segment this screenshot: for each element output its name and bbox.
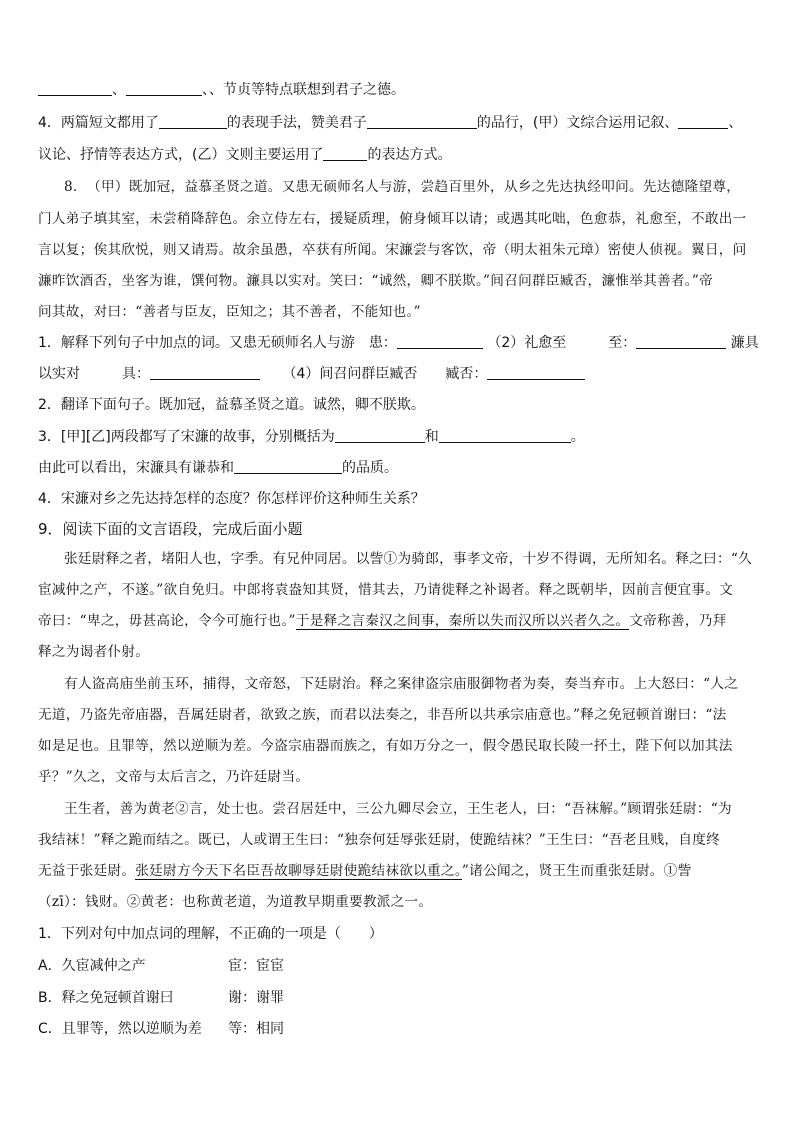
q9-passage-line: 我结袜！”释之跪而结之。既已，人或谓王生曰：“独奈何廷辱张廷尉，使跪结袜？”王生曰：“吾老且贱，自度终: [38, 832, 721, 848]
q8-3-text: 由此可以看出，宋濂具有谦恭和: [38, 460, 234, 476]
q7-continuation: 、 、、节贞等特点联想到君子之德。: [38, 80, 758, 100]
q9-passage-line: 张廷尉释之者，堵阳人也，字季。有兄仲同居。以訾①为骑郎，事孝文帝，十岁不得调，无所知名。释之曰：“久: [64, 551, 753, 567]
q8-passage-line: 8． （甲）既加冠，益慕圣贤之道。又患无硕师名人与游，尝趋百里外，从乡之先达执经叩问。先达德隆望尊，: [64, 179, 741, 195]
q8-1-line2: [38, 364, 758, 384]
q8-passage-line: 门人弟子填其室，未尝稍降辞色。余立侍左右，援疑质理，俯身倾耳以请；或遇其叱咄，色愈恭，礼愈至，不敢出一: [38, 211, 747, 227]
q8-1-text: （4）间召问群臣臧否 臧否：: [282, 366, 488, 382]
q7-4: [38, 113, 758, 133]
q7-4-text: 议论、抒情等表达方式，(乙）文则主要运用了: [38, 147, 324, 163]
answer-blank[interactable]: [150, 365, 260, 380]
q9-passage-line: 王生者，善为黄老②言，处士也。尝召居廷中，三公九卿尽会立，王生老人，曰：“吾袜解。”顾谓张廷尉：“为: [64, 801, 732, 817]
q9-underlined-sentence: 于是释之言秦汉之间事，秦所以失而汉所以兴者久之。: [295, 613, 630, 629]
q9-heading: 9．阅读下面的文言语段，完成后面小题: [38, 520, 303, 538]
answer-blank[interactable]: [397, 334, 483, 349]
q8-3-text: 和: [424, 429, 439, 445]
answer-blank[interactable]: [159, 114, 227, 129]
q8-1-text: 以实对 具：: [38, 366, 150, 382]
q7-4-text: 的品行，(甲）文综合运用记叙、: [476, 115, 679, 131]
answer-blank[interactable]: [439, 428, 571, 443]
q9-passage-line: 宦减仲之产，不遂。”欲自免归。中郎将袁盎知其贤，惜其去，乃请徙释之补谒者。释之既朝毕，因前言便宜事。文: [38, 582, 734, 598]
q7-4-text: 的表现手法，赞美君子: [226, 115, 367, 131]
q9-passage-line: 无道，乃盗先帝庙器，吾属廷尉者，欲致之族，而君以法奏之，非吾所以共承宗庙意也。”释之免冠顿首谢曰：“法: [38, 707, 727, 723]
answer-blank[interactable]: [323, 146, 367, 161]
q8-2: 2．翻译下面句子。既加冠，益慕圣贤之道。诚然，卿不朕欺。: [38, 397, 425, 413]
q7-4-text: 、: [728, 115, 743, 131]
answer-blank[interactable]: [636, 334, 726, 349]
q8-3-text: 的品质。: [342, 460, 398, 476]
q8-1-text: 1．解释下列句子中加点的词。又患无硕师名人与游 患：: [38, 335, 397, 351]
q9-passage-line: 释之为谒者仆射。: [38, 644, 150, 660]
answer-blank[interactable]: [367, 114, 477, 129]
option-label: A．久宦减仲之产: [38, 958, 146, 974]
q8-passage-line: 濂昨饮酒否，坐客为谁，馔何物。濂具以实对。笑曰：“诚然，卿不朕欺。”间召问群臣臧否，濂惟举其善者。”帝: [38, 273, 714, 289]
q8-3-text: 3．[甲][乙]两段都写了宋濂的故事，分别概括为: [38, 429, 335, 445]
answer-blank[interactable]: [487, 365, 585, 380]
q9-passage-line: 乎？”久之，文帝与太后言之，乃许廷尉当。: [38, 769, 310, 785]
q9-passage-line: [38, 611, 758, 631]
q7-cont-text: 、、节贞等特点联想到君子之德。: [202, 82, 405, 98]
q7-4-line2: [38, 145, 758, 165]
q8-passage-line: 言以复；俟其欣悦，则又请焉。故余虽愚，卒获有所闻。宋濂尝与客饮，帝（明太祖朱元璋）密使人侦视。翼日，问: [38, 242, 747, 258]
answer-blank[interactable]: [335, 428, 425, 443]
q8-1: [38, 333, 758, 353]
q8-1-text: 濂具: [730, 335, 759, 351]
q9-passage-line: 如是足也。且罪等，然以逆顺为差。今盗宗庙器而族之，有如万分之一，假令愚民取长陵一抔土，陛下何以加其法: [38, 738, 733, 754]
q9-text: 帝曰：“卑之，毋甚高论，令今可施行也。”: [38, 613, 296, 629]
q8-3: [38, 427, 758, 447]
answer-blank[interactable]: [126, 81, 202, 96]
option-gloss: 宦：宦宦: [228, 958, 284, 974]
answer-blank[interactable]: [38, 81, 112, 96]
q9-text: ”诸公闻之，贤王生而重张廷尉。①訾: [461, 863, 692, 879]
q8-1-text: （2）礼愈至 至：: [487, 335, 637, 351]
q9-option-c[interactable]: [38, 1019, 758, 1039]
q9-underlined-sentence: 张廷尉方今天下名臣吾故聊辱廷尉使跪结袜欲以重之。: [135, 863, 462, 879]
option-gloss: 等：相同: [228, 1021, 284, 1037]
answer-blank[interactable]: [678, 114, 728, 129]
option-gloss: 谢：谢罪: [228, 990, 284, 1006]
q9-text: 文帝称善，乃拜: [629, 613, 727, 629]
q8-3-line2: [38, 458, 758, 478]
q9-passage-line: 有人盗高庙坐前玉环，捕得，文帝怒，下廷尉治。释之案律盗宗庙服御物者为奏，奏当弃市。上大怒曰：“人之: [64, 676, 739, 692]
answer-blank[interactable]: [234, 459, 342, 474]
q9-notes: （zī）：钱财。②黄老：也称黄老道，为道教早期重要教派之一。: [38, 894, 433, 910]
q9-option-b[interactable]: [38, 988, 758, 1008]
q9-passage-line: [38, 861, 758, 881]
q8-passage-line: 问其故，对曰：“善者与臣友，臣知之；其不善者，不能知也。”: [38, 304, 421, 320]
q8-4: 4．宋濂对乡之先达持怎样的态度？你怎样评价这种师生关系？: [38, 491, 425, 507]
q7-4-text: 4．两篇短文都用了: [38, 115, 159, 131]
q9-mcq-stem: 1．下列对句中加点词的理解，不正确的一项是（ ）: [38, 926, 383, 942]
q9-text: 无益于张廷尉。: [38, 863, 136, 879]
option-label: C．且罪等，然以逆顺为差: [38, 1021, 202, 1037]
q9-option-a[interactable]: [38, 956, 758, 976]
q8-3-text: 。: [570, 429, 585, 445]
option-label: B．释之免冠顿首谢曰: [38, 990, 174, 1006]
q7-4-text: 的表达方式。: [367, 147, 452, 163]
